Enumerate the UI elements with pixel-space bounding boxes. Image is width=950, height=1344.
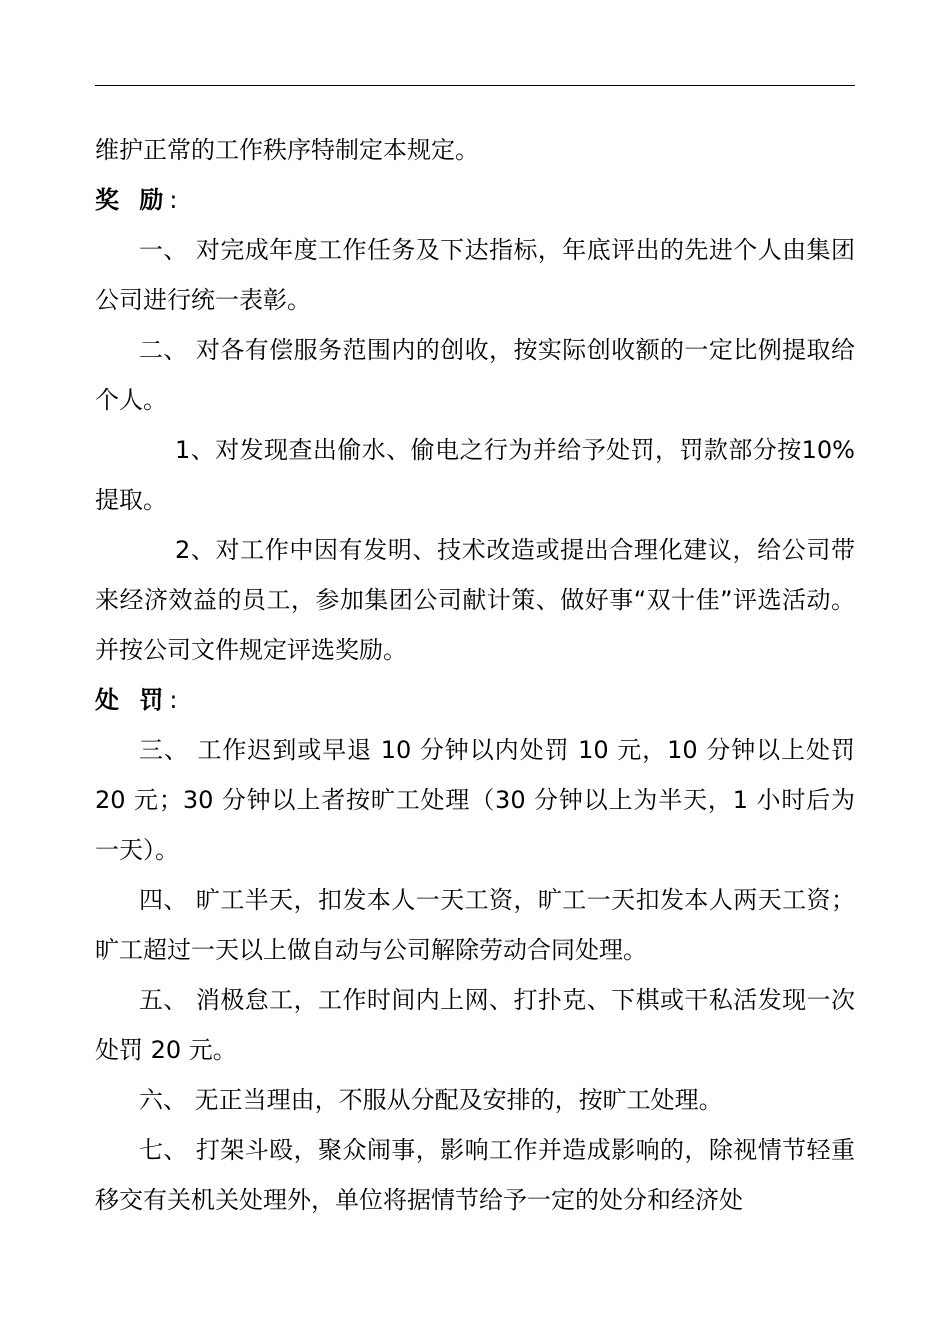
intro-paragraph: 维护正常的工作秩序特制定本规定。 <box>95 136 479 164</box>
penalties-heading <box>95 675 855 725</box>
rewards-heading-colon: : <box>169 186 178 214</box>
reward-item-2: 二、 对各有偿服务范围内的创收，按实际创收额的一定比例提取给个人。 <box>95 336 855 414</box>
penalty-item-6: 六、 无正当理由，不服从分配及安排的，按旷工处理。 <box>139 1086 723 1114</box>
penalty-item-4: 四、 旷工半天，扣发本人一天工资，旷工一天扣发本人两天工资；旷工超过一天以上做自动与公司解除劳动合同处理。 <box>95 886 855 964</box>
reward-subitem-1: 1、对发现查出偷水、偷电之行为并给予处罚，罚款部分按10%提取。 <box>95 436 855 514</box>
rewards-heading <box>95 175 855 225</box>
penalty-item-3: 三、 工作迟到或早退 10 分钟以内处罚 10 元，10 分钟以上处罚20 元；30 分钟以上者按旷工处理（30 分钟以上为半天，1 小时后为一天）。 <box>95 736 855 864</box>
penalties-heading-text: 处 罚 <box>95 686 170 714</box>
rewards-heading-text: 奖 励 <box>95 186 170 214</box>
document-body <box>95 125 855 1225</box>
reward-item-1: 一、 对完成年度工作任务及下达指标，年底评出的先进个人由集团公司进行统一表彰。 <box>95 236 855 314</box>
header-rule <box>95 85 855 86</box>
penalty-item-7: 七、 打架斗殴，聚众闹事，影响工作并造成影响的，除视情节轻重移交有关机关处理外，单位将据情节给予一定的处分和经济处 <box>95 1136 855 1214</box>
reward-subitem-2: 2、对工作中因有发明、技术改造或提出合理化建议，给公司带来经济效益的员工，参加集团公司献计策、做好事“双十佳”评选活动。并按公司文件规定评选奖励。 <box>95 536 855 664</box>
penalties-heading-colon: : <box>169 686 178 714</box>
penalty-item-5: 五、 消极怠工，工作时间内上网、打扑克、下棋或干私活发现一次处罚 20 元。 <box>95 986 855 1064</box>
